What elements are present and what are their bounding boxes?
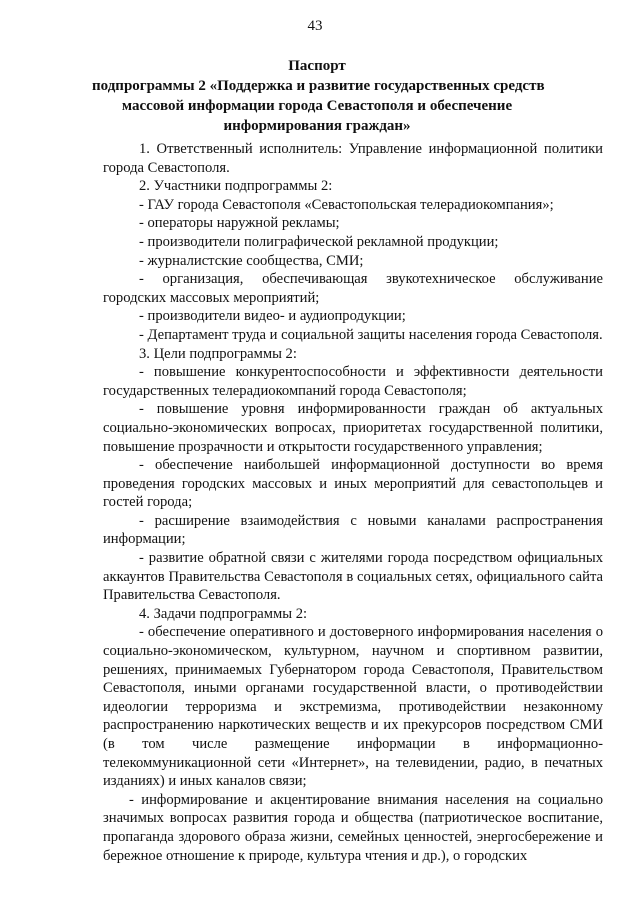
title-line-1: Паспорт (288, 58, 346, 74)
list-item-goal: - обеспечение наибольшей информационной доступности во время проведения городских массовых и иных мероприятий для севастопольцев и гостей города; (103, 457, 603, 511)
list-item-goal: - повышение конкурентоспособности и эффективности деятельности государственных телерадиокомпаний города Севастополя; (103, 364, 603, 399)
page-number: 43 (307, 18, 323, 34)
list-item-participant: - производители полиграфической рекламной продукции; (139, 233, 499, 250)
title-line-2: подпрограммы 2 «Поддержка и развитие государственных средств (92, 78, 545, 94)
list-item-task: - информирование и акцентирование внимания населения на социально значимых вопросах развития города и общества (патриотическое воспитание, пропаганда здорового образа жизни, семейных ценностей, энергосбережение и бережное отношение к природе, культура чтения и др.), о городских (103, 791, 603, 864)
title-line-3: массовой информации города Севастополя и обеспечение (121, 98, 513, 114)
paragraph-goals-heading: 3. Цели подпрограммы 2: (139, 345, 297, 362)
list-item-participant: - ГАУ города Севастополя «Севастопольская телерадиокомпания»; (139, 196, 554, 213)
paragraph-responsible-executor: 1. Ответственный исполнитель: Управление информационной политики города Севастополя. (103, 141, 603, 176)
paragraph-participants-heading: 2. Участники подпрограммы 2: (139, 178, 333, 195)
document-title (92, 56, 545, 136)
list-item-task: - обеспечение оперативного и достоверного информирования населения о социально-экономическом, культурном, научном и спортивном развитии, решениях, принимаемых Губернатором города Севастополя, Правительством Севастополя, иными органами государственной власти, о противодействии идеологии терроризма и экстремизма, противодействии незаконному распространению наркотических веществ и их прекурсоров посредством СМИ (в том числе размещение информации в информационно-телекоммуникационной сети «Интернет», на телевидении, радио, в печатных изданиях) и иных каналов связи; (103, 624, 603, 790)
paragraph-tasks-heading: 4. Задачи подпрограммы 2: (139, 605, 308, 622)
list-item-participant: - организация, обеспечивающая звукотехническое обслуживание городских массовых мероприятий; (103, 271, 603, 306)
document-body (103, 140, 603, 865)
list-item-participant: - операторы наружной рекламы; (139, 215, 340, 232)
list-item-goal: - развитие обратной связи с жителями города посредством официальных аккаунтов Правительства Севастополя в социальных сетях, официального сайта Правительства Севастополя. (103, 550, 603, 604)
list-item-participant: - журналистские сообщества, СМИ; (139, 252, 364, 269)
list-item-participant: - Департамент труда и социальной защиты населения города Севастополя. (139, 326, 603, 343)
list-item-goal: - повышение уровня информированности граждан об актуальных социально-экономических вопросах, приоритетах государственной политики, повышение прозрачности и открытости государственного управления; (103, 401, 603, 455)
list-item-participant: - производители видео- и аудиопродукции; (139, 308, 406, 325)
title-line-4: информирования граждан» (223, 118, 411, 134)
list-item-goal: - расширение взаимодействия с новыми каналами распространения информации; (103, 512, 603, 548)
